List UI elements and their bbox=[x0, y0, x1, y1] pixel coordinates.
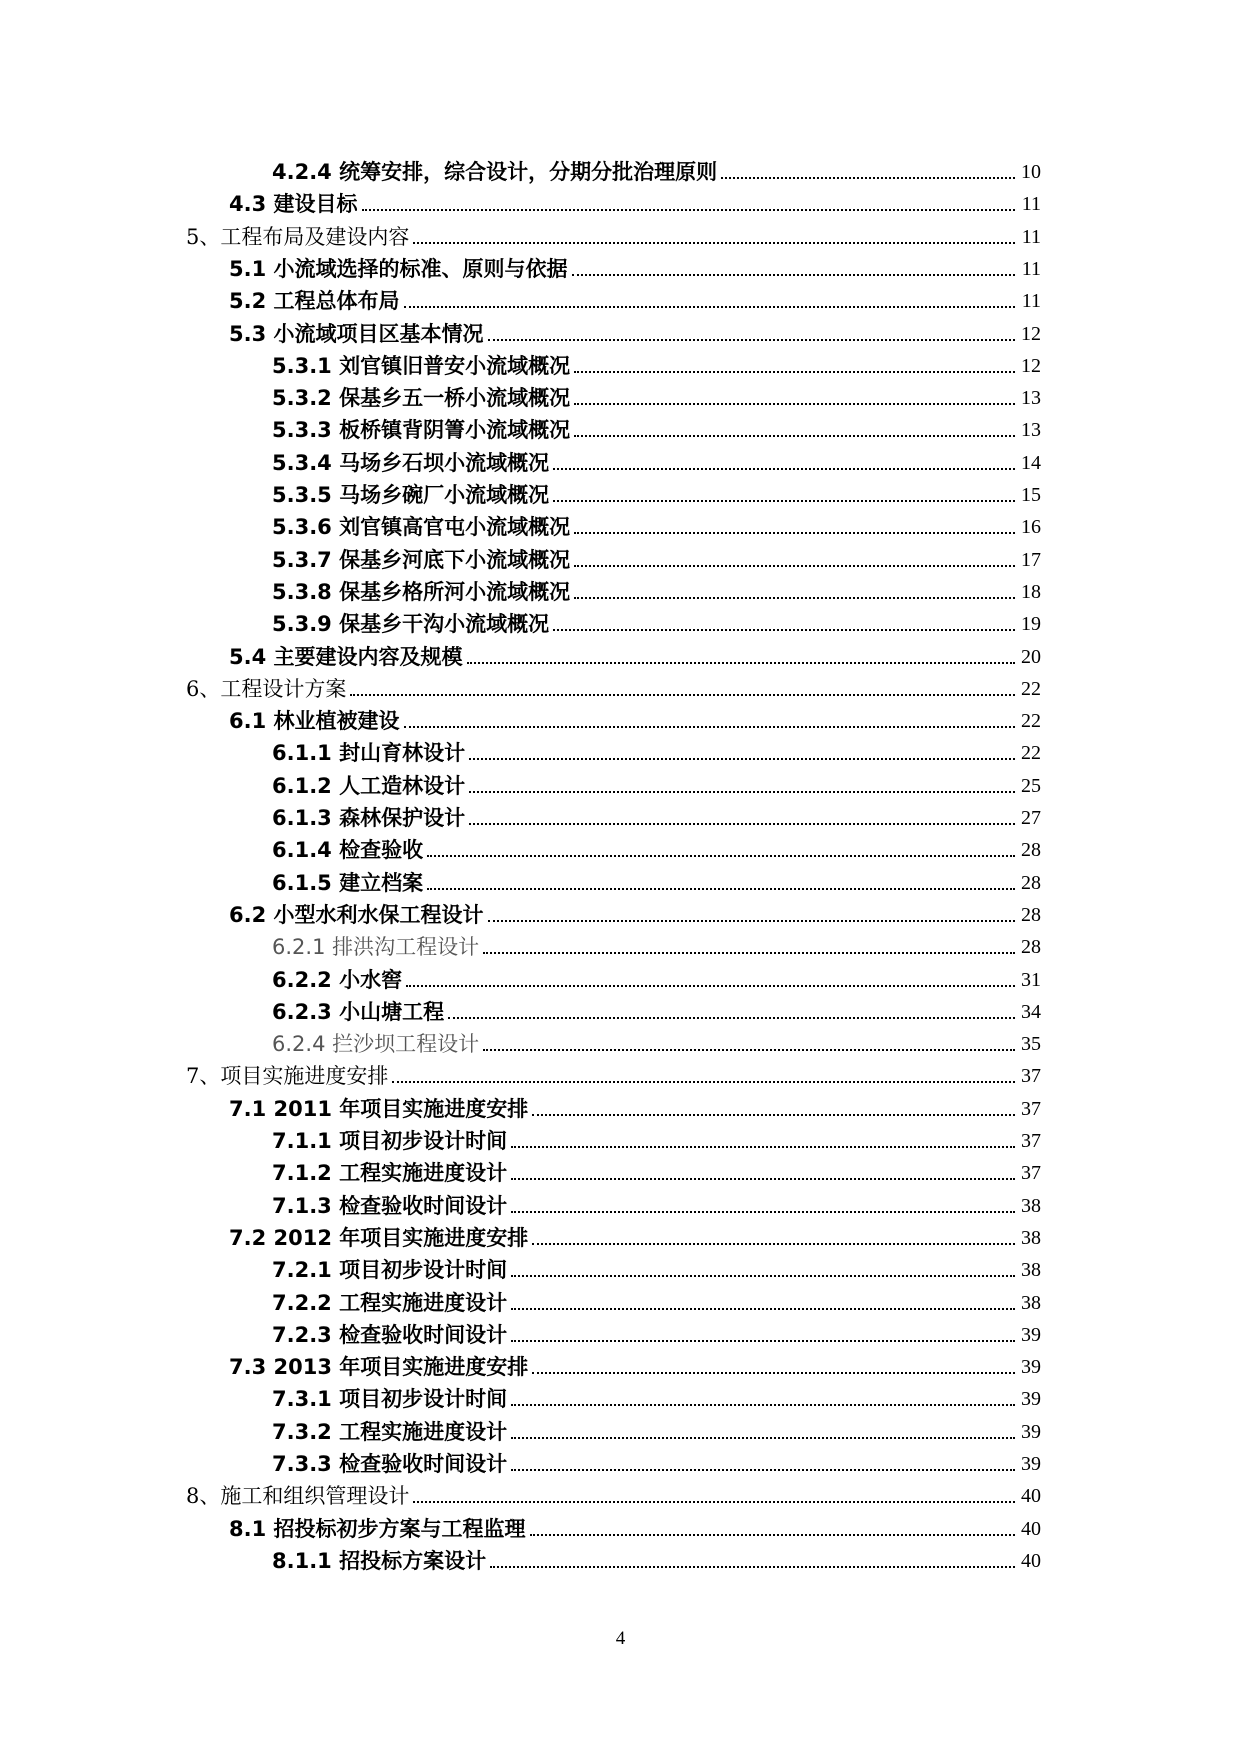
toc-entry[interactable] bbox=[229, 1218, 1041, 1250]
toc-entry-title: 7.3.2 工程实施进度设计 bbox=[272, 1419, 508, 1444]
toc-entry-page: 37 bbox=[1021, 1130, 1041, 1152]
toc-dot-leader bbox=[511, 1437, 1015, 1439]
toc-entry-title: 6.2 小型水利水保工程设计 bbox=[229, 902, 484, 927]
toc-entry-title: 6.1.5 建立档案 bbox=[272, 870, 424, 895]
toc-dot-leader bbox=[404, 306, 1015, 308]
toc-dot-leader bbox=[483, 1049, 1015, 1051]
toc-entry[interactable] bbox=[229, 701, 1041, 733]
toc-entry-page: 27 bbox=[1021, 807, 1041, 829]
toc-entry-page: 28 bbox=[1021, 839, 1041, 862]
toc-dot-leader bbox=[553, 629, 1015, 631]
toc-dot-leader bbox=[392, 1081, 1015, 1083]
toc-entry-title: 5.3.2 保基乡五一桥小流域概况 bbox=[272, 386, 571, 411]
toc-entry-page: 37 bbox=[1021, 1097, 1041, 1120]
toc-entry-page: 34 bbox=[1021, 1000, 1041, 1023]
toc-entry[interactable] bbox=[272, 830, 1041, 862]
toc-dot-leader bbox=[511, 1340, 1015, 1342]
toc-entry-page: 28 bbox=[1021, 871, 1041, 894]
toc-entry[interactable] bbox=[229, 249, 1041, 281]
toc-entry-title: 6.2.2 小水窖 bbox=[272, 967, 403, 992]
toc-entry-title: 5.3.9 保基乡干沟小流域概况 bbox=[272, 612, 550, 637]
toc-entry-title: 7.2.3 检查验收时间设计 bbox=[272, 1322, 508, 1347]
toc-entry[interactable] bbox=[272, 766, 1041, 798]
toc-entry-title: 6.1.3 森林保护设计 bbox=[272, 806, 466, 830]
toc-dot-leader bbox=[511, 1178, 1015, 1180]
toc-entry-title: 6.2.3 小山塘工程 bbox=[272, 999, 445, 1024]
toc-entry-title: 5.3.8 保基乡格所河小流域概况 bbox=[272, 579, 571, 604]
toc-entry[interactable] bbox=[272, 604, 1041, 636]
toc-dot-leader bbox=[483, 952, 1015, 954]
toc-dot-leader bbox=[532, 1372, 1015, 1374]
toc-entry-title: 6.1.2 人工造林设计 bbox=[272, 773, 466, 798]
toc-entry-title: 8、施工和组织管理设计 bbox=[186, 1484, 410, 1509]
toc-dot-leader bbox=[511, 1146, 1015, 1148]
toc-entry-title: 5.3.3 板桥镇背阴箐小流域概况 bbox=[272, 418, 571, 443]
toc-entry-page: 38 bbox=[1021, 1226, 1041, 1249]
toc-entry-page: 14 bbox=[1021, 451, 1041, 474]
toc-entry-title: 5、工程布局及建设内容 bbox=[186, 224, 410, 249]
toc-dot-leader bbox=[469, 758, 1015, 760]
toc-entry-page: 39 bbox=[1021, 1420, 1041, 1443]
toc-dot-leader bbox=[574, 597, 1015, 599]
toc-entry-page: 38 bbox=[1021, 1291, 1041, 1314]
toc-entry[interactable] bbox=[272, 1379, 1041, 1411]
toc-entry-page: 35 bbox=[1021, 1033, 1041, 1056]
toc-entry[interactable] bbox=[272, 992, 1041, 1024]
toc-entry-title: 6、工程设计方案 bbox=[186, 676, 347, 701]
toc-entry-page: 39 bbox=[1021, 1453, 1041, 1475]
toc-dot-leader bbox=[490, 1566, 1015, 1568]
toc-entry-page: 19 bbox=[1021, 613, 1041, 636]
toc-dot-leader bbox=[448, 1017, 1015, 1019]
toc-entry-title: 5.4 主要建设内容及规模 bbox=[229, 644, 463, 669]
toc-entry-title: 5.3.6 刘官镇高官屯小流域概况 bbox=[272, 515, 571, 540]
toc-dot-leader bbox=[413, 1501, 1015, 1503]
toc-entry[interactable] bbox=[272, 1283, 1041, 1315]
toc-entry-page: 28 bbox=[1021, 936, 1041, 959]
toc-entry[interactable] bbox=[272, 1412, 1041, 1444]
toc-entry-title: 6.2.1 排洪沟工程设计 bbox=[272, 935, 480, 960]
toc-entry-title: 5.3 小流域项目区基本情况 bbox=[229, 321, 484, 346]
toc-entry-title: 4.2.4 统筹安排，综合设计，分期分批治理原则 bbox=[272, 160, 718, 184]
toc-entry-page: 38 bbox=[1021, 1259, 1041, 1282]
toc-entry[interactable] bbox=[272, 410, 1041, 442]
toc-entry[interactable] bbox=[272, 733, 1041, 765]
toc-entry[interactable] bbox=[272, 927, 1041, 959]
toc-entry[interactable] bbox=[272, 1250, 1041, 1282]
toc-entry-page: 12 bbox=[1021, 354, 1041, 377]
toc-entry-page: 11 bbox=[1021, 290, 1041, 313]
toc-entry[interactable] bbox=[229, 637, 1041, 669]
toc-entry[interactable] bbox=[272, 1153, 1041, 1185]
toc-entry-title: 7.1.3 检查验收时间设计 bbox=[272, 1193, 508, 1218]
toc-entry-title: 5.3.7 保基乡河底下小流域概况 bbox=[272, 547, 571, 572]
toc-dot-leader bbox=[488, 920, 1015, 922]
toc-entry[interactable] bbox=[272, 378, 1041, 410]
toc-entry-title: 4.3 建设目标 bbox=[229, 192, 358, 217]
toc-entry-title: 7.3 2013 年项目实施进度安排 bbox=[229, 1355, 529, 1380]
toc-dot-leader bbox=[572, 274, 1015, 276]
toc-entry-title: 6.1 林业植被建设 bbox=[229, 709, 400, 734]
toc-entry-page: 39 bbox=[1021, 1356, 1041, 1379]
toc-dot-leader bbox=[467, 662, 1015, 664]
toc-dot-leader bbox=[511, 1211, 1015, 1213]
toc-dot-leader bbox=[721, 177, 1015, 179]
toc-entry[interactable] bbox=[272, 507, 1041, 539]
toc-entry[interactable] bbox=[229, 184, 1041, 216]
toc-entry[interactable] bbox=[186, 1476, 1041, 1508]
toc-entry-page: 20 bbox=[1021, 645, 1041, 668]
toc-entry[interactable] bbox=[272, 1121, 1041, 1153]
toc-dot-leader bbox=[574, 435, 1015, 437]
toc-entry[interactable] bbox=[229, 281, 1041, 313]
toc-entry-title: 7.3.3 检查验收时间设计 bbox=[272, 1452, 508, 1476]
toc-entry-title: 6.1.4 检查验收 bbox=[272, 838, 424, 863]
toc-entry[interactable] bbox=[272, 1315, 1041, 1347]
toc-dot-leader bbox=[511, 1308, 1015, 1310]
toc-entry-page: 40 bbox=[1021, 1517, 1041, 1540]
toc-entry[interactable] bbox=[229, 1089, 1041, 1121]
toc-dot-leader bbox=[469, 823, 1015, 825]
toc-entry-title: 5.3.1 刘官镇旧普安小流域概况 bbox=[272, 353, 571, 378]
toc-entry-title: 7.2.1 项目初步设计时间 bbox=[272, 1258, 508, 1283]
toc-entry-page: 13 bbox=[1021, 387, 1041, 410]
toc-entry-title: 6.2.4 拦沙坝工程设计 bbox=[272, 1032, 480, 1057]
toc-entry-page: 15 bbox=[1021, 484, 1041, 506]
toc-entry-title: 7、项目实施进度安排 bbox=[186, 1064, 389, 1089]
toc-entry-title: 7.1 2011 年项目实施进度安排 bbox=[229, 1096, 529, 1121]
toc-entry[interactable] bbox=[186, 1056, 1041, 1088]
toc-entry[interactable] bbox=[272, 798, 1041, 830]
toc-entry[interactable] bbox=[272, 443, 1041, 475]
toc-entry-page: 16 bbox=[1021, 516, 1041, 539]
toc-entry-page: 18 bbox=[1021, 580, 1041, 603]
toc-dot-leader bbox=[427, 855, 1015, 857]
toc-entry[interactable] bbox=[229, 895, 1041, 927]
toc-entry[interactable] bbox=[272, 1186, 1041, 1218]
toc-entry-title: 6.1.1 封山育林设计 bbox=[272, 741, 466, 766]
toc-entry-page: 38 bbox=[1021, 1194, 1041, 1217]
toc-entry[interactable] bbox=[272, 863, 1041, 895]
toc-entry-page: 40 bbox=[1021, 1549, 1041, 1572]
toc-dot-leader bbox=[553, 468, 1015, 470]
toc-dot-leader bbox=[574, 532, 1015, 534]
toc-entry[interactable] bbox=[272, 572, 1041, 604]
toc-entry-title: 7.1.2 工程实施进度设计 bbox=[272, 1161, 508, 1186]
toc-entry-page: 12 bbox=[1021, 322, 1041, 345]
toc-entry-page: 37 bbox=[1021, 1065, 1041, 1088]
toc-entry-title: 7.1.1 项目初步设计时间 bbox=[272, 1129, 508, 1153]
toc-entry-page: 40 bbox=[1021, 1485, 1041, 1508]
toc-dot-leader bbox=[574, 565, 1015, 567]
toc-entry-title: 8.1 招投标初步方案与工程监理 bbox=[229, 1516, 526, 1541]
toc-entry[interactable] bbox=[272, 1541, 1041, 1573]
toc-dot-leader bbox=[574, 371, 1015, 373]
toc-entry-page: 37 bbox=[1021, 1162, 1041, 1185]
toc-entry[interactable] bbox=[272, 1024, 1041, 1056]
toc-entry-page: 11 bbox=[1021, 193, 1041, 216]
toc-entry-page: 25 bbox=[1021, 774, 1041, 797]
toc-entry[interactable] bbox=[186, 669, 1041, 701]
toc-entry[interactable] bbox=[229, 1509, 1041, 1541]
toc-entry[interactable] bbox=[229, 314, 1041, 346]
toc-entry-page: 22 bbox=[1021, 742, 1041, 765]
toc-entry[interactable] bbox=[186, 217, 1041, 249]
toc-entry-page: 17 bbox=[1021, 548, 1041, 571]
toc-entry-page: 22 bbox=[1021, 710, 1041, 733]
toc-entry-title: 8.1.1 招投标方案设计 bbox=[272, 1548, 487, 1573]
toc-dot-leader bbox=[574, 403, 1015, 405]
toc-entry[interactable] bbox=[272, 152, 1041, 184]
toc-entry[interactable] bbox=[272, 346, 1041, 378]
toc-entry-page: 28 bbox=[1021, 903, 1041, 926]
toc-entry[interactable] bbox=[272, 540, 1041, 572]
toc-dot-leader bbox=[427, 888, 1015, 890]
toc-entry[interactable] bbox=[272, 960, 1041, 992]
toc-entry-page: 39 bbox=[1021, 1323, 1041, 1346]
toc-dot-leader bbox=[362, 209, 1015, 211]
page-number: 4 bbox=[615, 1628, 626, 1649]
toc-entry-page: 11 bbox=[1021, 225, 1041, 248]
toc-dot-leader bbox=[413, 242, 1015, 244]
toc-entry-page: 22 bbox=[1021, 677, 1041, 700]
toc-dot-leader bbox=[350, 694, 1015, 696]
toc-entry[interactable] bbox=[229, 1347, 1041, 1379]
toc-dot-leader bbox=[530, 1534, 1015, 1536]
toc-entry-title: 7.2 2012 年项目实施进度安排 bbox=[229, 1225, 529, 1250]
toc-entry-page: 31 bbox=[1021, 968, 1041, 991]
toc-entry-page: 10 bbox=[1021, 161, 1041, 183]
toc-entry-title: 7.2.2 工程实施进度设计 bbox=[272, 1290, 508, 1315]
toc-dot-leader bbox=[406, 985, 1015, 987]
toc-entry-page: 13 bbox=[1021, 419, 1041, 442]
toc-entry-title: 5.2 工程总体布局 bbox=[229, 289, 400, 314]
toc-dot-leader bbox=[532, 1243, 1015, 1245]
toc-dot-leader bbox=[404, 726, 1015, 728]
toc-dot-leader bbox=[511, 1469, 1015, 1471]
toc-dot-leader bbox=[488, 339, 1015, 341]
toc-entry[interactable] bbox=[272, 1444, 1041, 1476]
toc-dot-leader bbox=[511, 1404, 1015, 1406]
toc-entry-title: 7.3.1 项目初步设计时间 bbox=[272, 1387, 508, 1412]
toc-entry-title: 5.3.4 马场乡石坝小流域概况 bbox=[272, 450, 550, 475]
toc-entry-title: 5.3.5 马场乡碗厂小流域概况 bbox=[272, 483, 550, 507]
toc-dot-leader bbox=[511, 1275, 1015, 1277]
toc-dot-leader bbox=[469, 791, 1015, 793]
toc-entry-page: 11 bbox=[1021, 257, 1041, 280]
toc-entry-page: 39 bbox=[1021, 1388, 1041, 1411]
toc-entry[interactable] bbox=[272, 475, 1041, 507]
toc-dot-leader bbox=[553, 500, 1015, 502]
toc-entry-title: 5.1 小流域选择的标准、原则与依据 bbox=[229, 256, 568, 281]
toc-dot-leader bbox=[532, 1114, 1015, 1116]
